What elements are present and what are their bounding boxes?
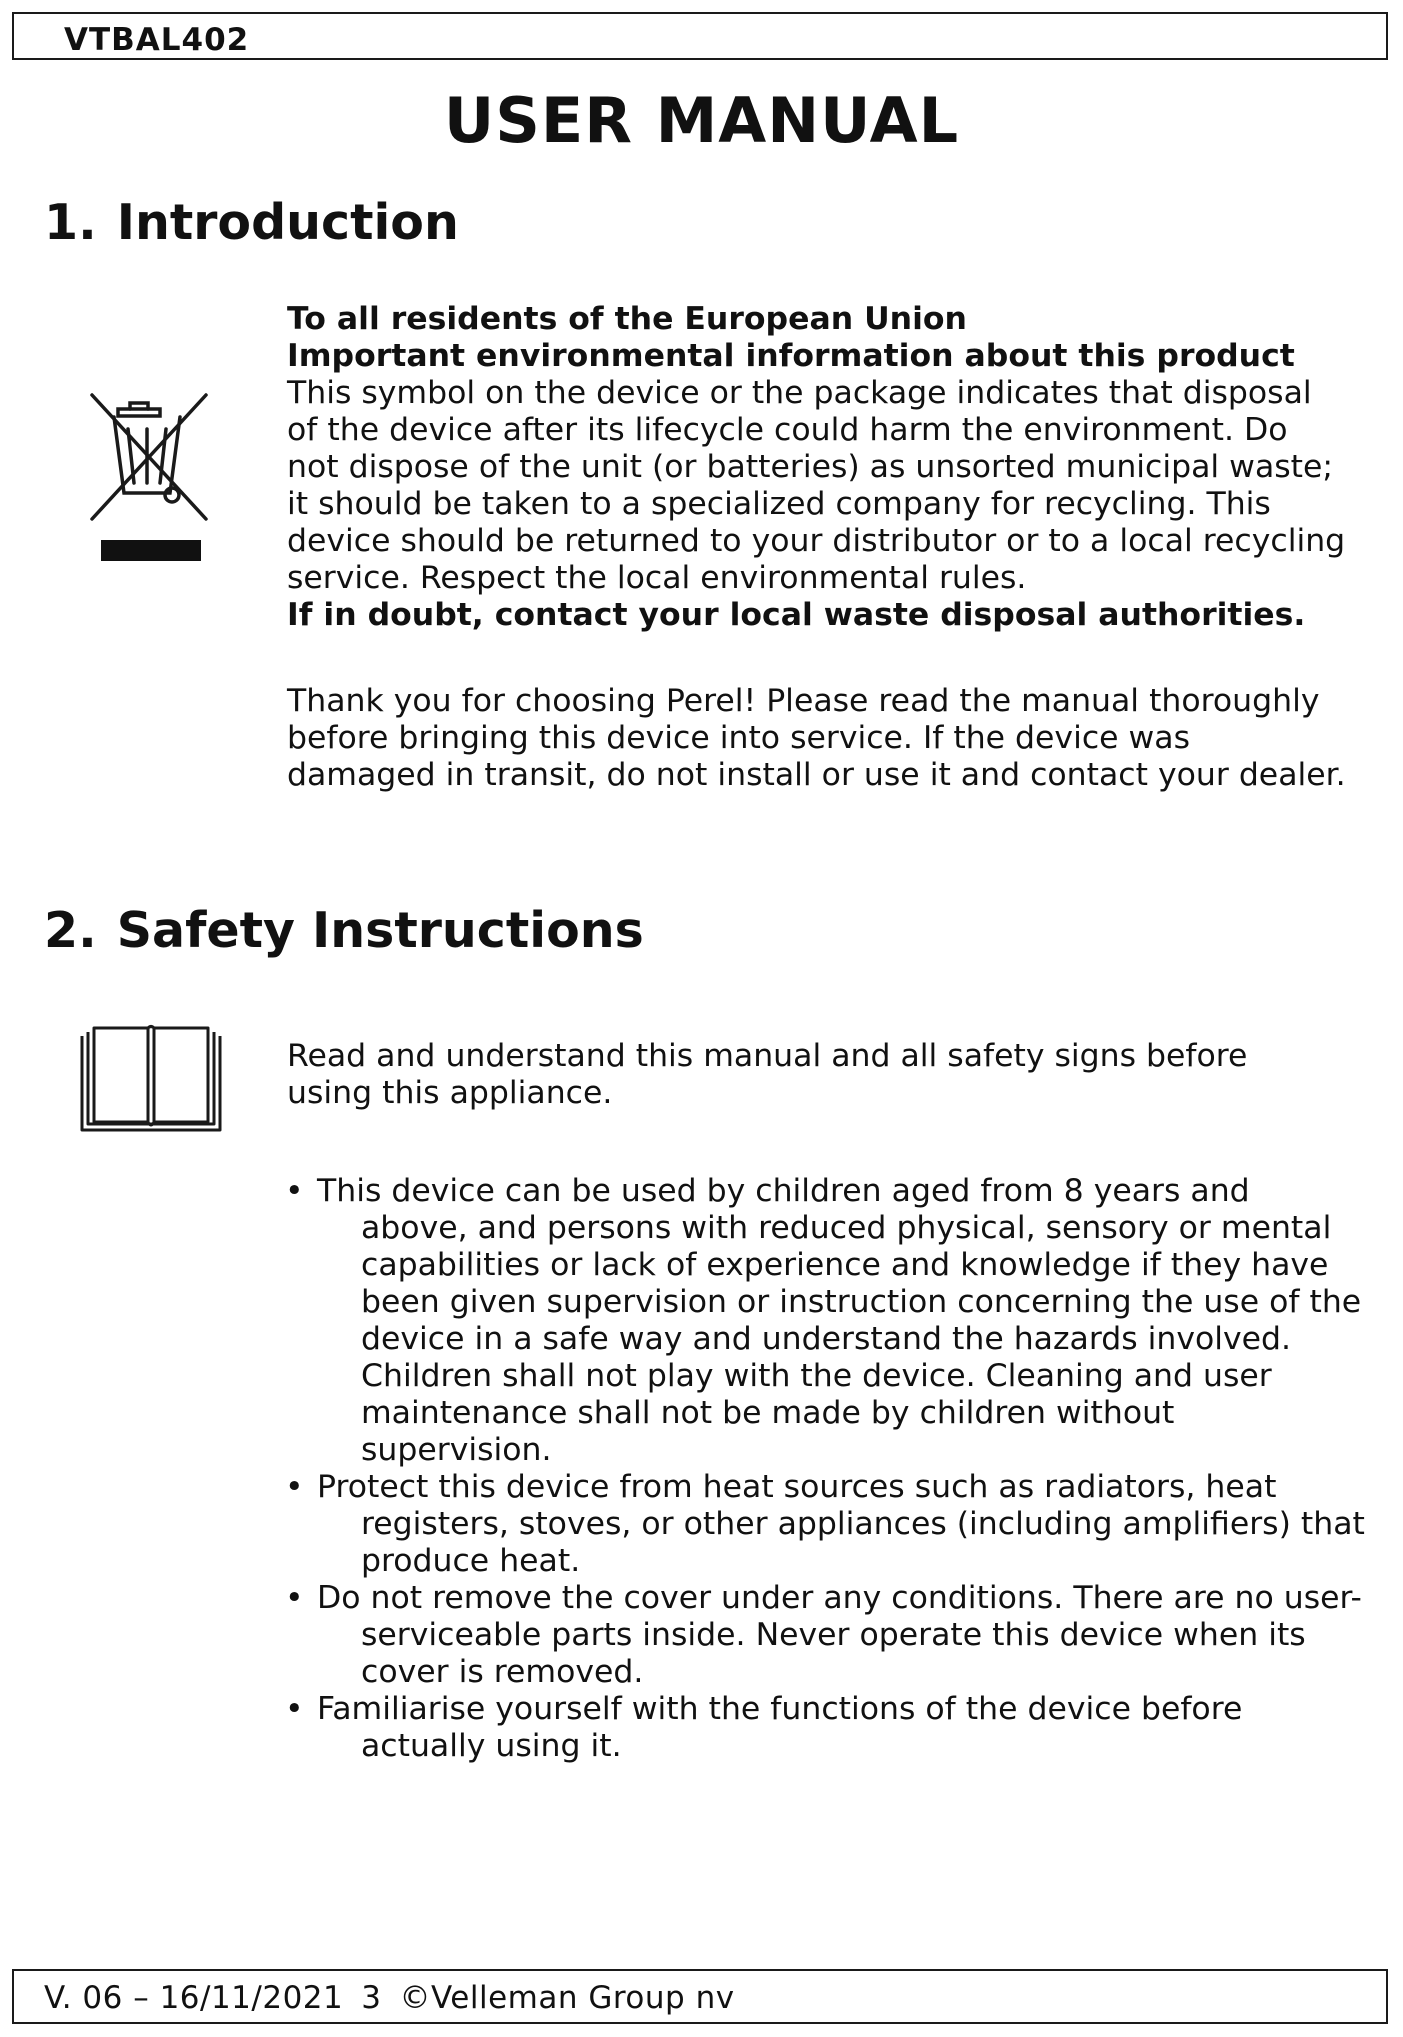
environmental-heading: Important environmental information about this product bbox=[287, 338, 1295, 374]
page-header bbox=[12, 12, 1388, 60]
bullet-text: Familiarise yourself with the functions of the device before actually using it. bbox=[317, 1691, 1243, 1764]
bullet-text: Protect this device from heat sources such as radiators, heat registers, stoves, or other appliances (including amplifiers) that produce heat. bbox=[317, 1469, 1365, 1579]
footer-text bbox=[44, 1980, 753, 2016]
bullet-text: Do not remove the cover under any conditions. There are no user-serviceable parts inside. Never operate this device when its cover is removed. bbox=[317, 1580, 1362, 1690]
thank-you-paragraph: Thank you for choosing Perel! Please read the manual thoroughly before bringing this device into service. If the device was damaged in transit, do not install or use it and contact your dealer. bbox=[287, 683, 1346, 793]
crossed-out-wheelie-bin-icon bbox=[84, 385, 214, 565]
bullet-marker: • bbox=[285, 1469, 304, 1505]
list-item bbox=[285, 1469, 1365, 1580]
bullet-marker: • bbox=[285, 1173, 304, 1209]
list-item bbox=[285, 1691, 1365, 1765]
section-heading-safety bbox=[44, 902, 644, 959]
document-title: USER MANUAL bbox=[443, 84, 960, 157]
section-heading-introduction bbox=[44, 194, 459, 251]
section-number: 2. bbox=[44, 902, 97, 959]
environmental-body: This symbol on the device or the package indicates that disposal of the device after its lifecycle could harm the environment. Do not dispose of the unit (or batteries) as unsorted municipal waste; it should be taken to a specialized company for recycling. This device should be returned to your distributor or to a local recycling service. Respect the local environmental rules. bbox=[287, 375, 1346, 596]
footer-version: V. 06 – 16/11/2021 bbox=[44, 1980, 344, 2016]
eu-residents-heading: To all residents of the European Union bbox=[287, 301, 967, 337]
read-manual-notice: Read and understand this manual and all safety signs before using this appliance. bbox=[287, 1038, 1248, 1111]
footer-copyright: ©Velleman Group nv bbox=[399, 1980, 735, 2016]
section-number: 1. bbox=[44, 194, 97, 251]
bullet-marker: • bbox=[285, 1691, 304, 1727]
open-book-icon bbox=[78, 1022, 224, 1134]
disposal-note: If in doubt, contact your local waste disposal authorities. bbox=[287, 597, 1306, 633]
list-item bbox=[285, 1173, 1365, 1469]
model-number: VTBAL402 bbox=[64, 22, 250, 58]
footer-page-number: 3 bbox=[361, 1980, 382, 2016]
list-item bbox=[285, 1580, 1365, 1691]
page-footer bbox=[12, 1969, 1388, 2024]
bullet-marker: • bbox=[285, 1580, 304, 1616]
environmental-info bbox=[287, 301, 1347, 634]
bullet-text: This device can be used by children aged from 8 years and above, and persons with reduced physical, sensory or mental capabilities or lack of experience and knowledge if they have been given supervision or instruction concerning the use of the device in a safe way and understand the hazards involved. Children shall not play with the device. Cleaning and user maintenance shall not be made by children without supervision. bbox=[317, 1173, 1362, 1468]
section-title: Introduction bbox=[116, 194, 459, 251]
section-title: Safety Instructions bbox=[116, 902, 644, 959]
safety-bullet-list bbox=[285, 1173, 1365, 1765]
